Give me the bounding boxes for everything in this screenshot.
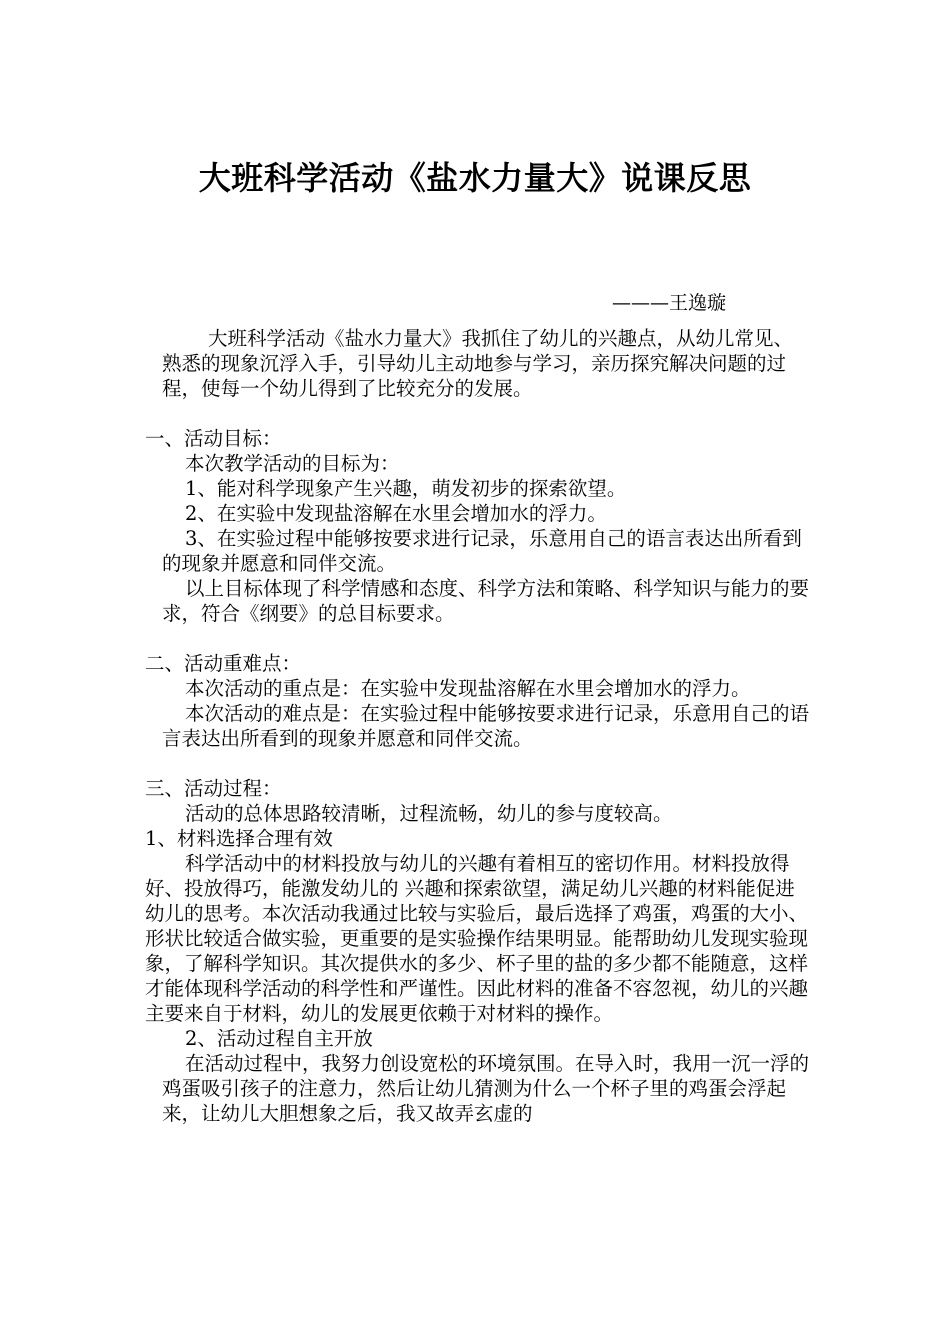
section3-heading: 三、活动过程： bbox=[145, 777, 282, 800]
section2-heading: 二、活动重难点： bbox=[145, 652, 302, 675]
intro-paragraph: 大班科学活动《盐水力量大》我抓住了幼儿的兴趣点，从幼儿常见、熟悉的现象沉浮入手，引导幼儿主动地参与学习，亲历探究解决问题的过程，使每一个幼儿得到了比较充分的发展。 bbox=[162, 327, 794, 400]
subsection2-paragraph: 在活动过程中，我努力创设宽松的环境氛围。在导入时，我用一沉一浮的鸡蛋吸引孩子的注意力，然后让幼儿猜测为什么一个杯子里的鸡蛋会浮起来，让幼儿大胆想象之后，我又故弄玄虚的 bbox=[162, 1052, 810, 1125]
subsection1-heading: 1、材料选择合理有效 bbox=[145, 827, 333, 850]
difficulty-paragraph: 本次活动的难点是：在实验过程中能够按要求进行记录，乐意用自己的语言表达出所看到的现象并愿意和同伴交流。 bbox=[162, 702, 810, 750]
section1-lead: 本次教学活动的目标为： bbox=[185, 452, 400, 475]
document-title: 大班科学活动《盐水力量大》说课反思 bbox=[198, 159, 752, 197]
goal-item: 1、能对科学现象产生兴趣，萌发初步的探索欲望。 bbox=[185, 477, 627, 500]
subsection2-heading: 2、活动过程自主开放 bbox=[185, 1027, 373, 1050]
subsection1-paragraph: 科学活动中的材料投放与幼儿的兴趣有着相互的密切作用。材料投放得好、投放得巧，能激发幼儿的 兴趣和探索欲望，满足幼儿兴趣的材料能促进幼儿的思考。本次活动我通过比较与实验后，最后选择了鸡蛋，鸡蛋的大小、形状比较适合做实验，更重要的是实验操作结果明显。能帮助幼儿发现实验现象，了解科学知识。其次提供水的多少、杯子里的盐的多少都不能随意，这样才能体现科学活动的科学性和严谨性。因此材料的准备不容忽视，幼儿的兴趣主要来自于材料，幼儿的发展更依赖于对材料的操作。 bbox=[145, 852, 809, 1025]
author-line: ———王逸璇 bbox=[612, 292, 727, 314]
goal-item: 3、在实验过程中能够按要求进行记录，乐意用自己的语言表达出所看到的现象并愿意和同伴交流。 bbox=[162, 527, 802, 575]
goal-item: 2、在实验中发现盐溶解在水里会增加水的浮力。 bbox=[185, 502, 607, 525]
section1-heading: 一、活动目标： bbox=[145, 427, 282, 450]
section3-overview: 活动的总体思路较清晰，过程流畅，幼儿的参与度较高。 bbox=[185, 802, 673, 825]
document-body bbox=[145, 326, 810, 1126]
section1-summary: 以上目标体现了科学情感和态度、科学方法和策略、科学知识与能力的要求，符合《纲要》的总目标要求。 bbox=[162, 577, 810, 625]
key-point-paragraph: 本次活动的重点是：在实验中发现盐溶解在水里会增加水的浮力。 bbox=[185, 677, 751, 700]
